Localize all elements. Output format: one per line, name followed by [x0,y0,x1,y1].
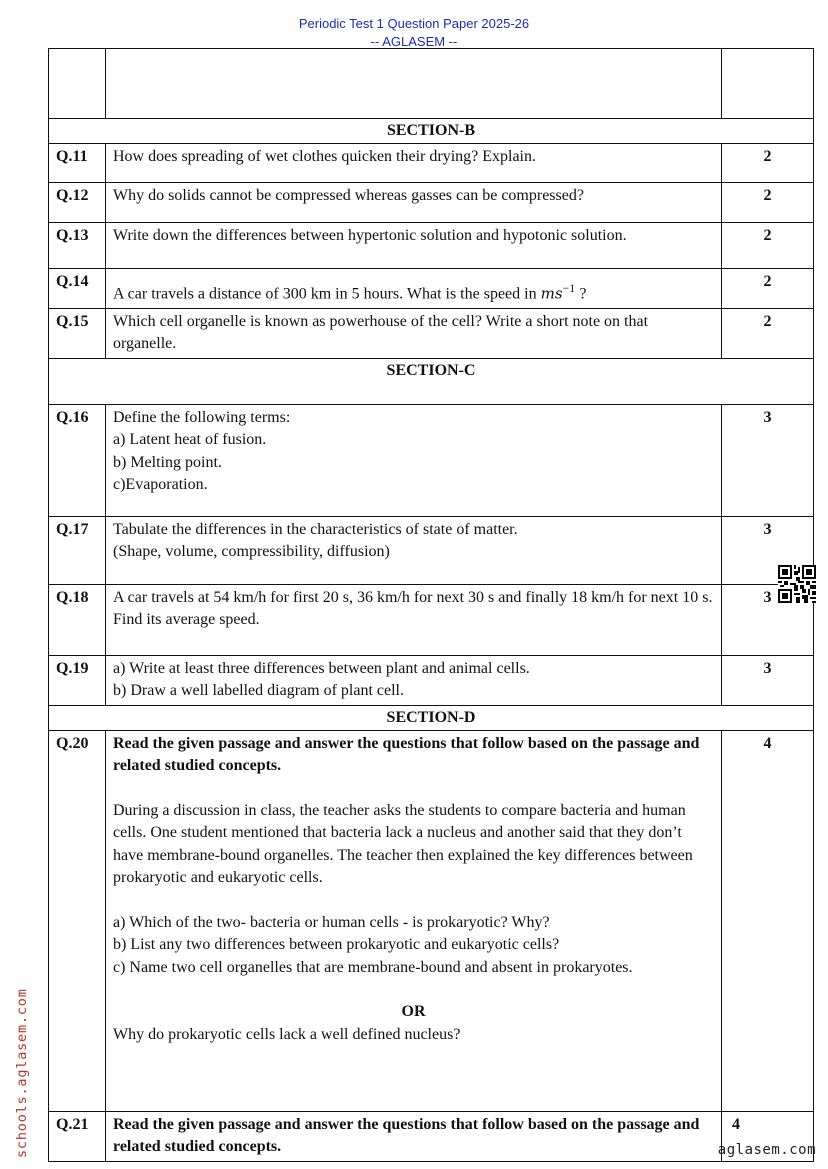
sub-question: c) Name two cell organelles that are membrane-bound and absent in prokaryotes. [113,958,633,976]
question-line: a) Latent heat of fusion. [113,431,267,449]
question-row-q13 [49,223,814,269]
question-line: b) Melting point. [113,453,222,471]
section-c-heading: SECTION-C [49,358,814,404]
question-text [106,730,722,1111]
question-number: Q.16 [49,404,106,516]
question-text [106,516,722,584]
question-row-q15 [49,308,814,358]
marks: 2 [722,308,814,358]
passage-instruction: Read the given passage and answer the questions that follow based on the passage and related studied concepts. [106,1111,722,1161]
section-row [49,358,814,404]
section-row [49,705,814,730]
question-row-q16 [49,404,814,516]
question-line: (Shape, volume, compressibility, diffusion) [113,543,390,561]
question-number: Q.20 [49,730,106,1111]
question-row-q18 [49,584,814,655]
question-text-end: ? [575,285,587,303]
question-text: How does spreading of wet clothes quicken their drying? Explain. [106,144,722,183]
question-text: Write down the differences between hypertonic solution and hypotonic solution. [106,223,722,269]
question-line: c)Evaporation. [113,476,208,494]
question-row-q14 [49,269,814,309]
question-text [106,269,722,309]
question-number: Q.21 [49,1111,106,1161]
unit-exponent: −1 [562,281,576,295]
question-line: b) Draw a well labelled diagram of plant cell. [113,682,404,700]
question-row-q11 [49,144,814,183]
question-row-q19 [49,655,814,705]
marks: 3 [722,584,814,655]
question-text [106,404,722,516]
question-line: Define the following terms: [113,408,291,426]
section-b-heading: SECTION-B [49,119,814,144]
question-number: Q.15 [49,308,106,358]
question-number: Q.13 [49,223,106,269]
marks: 2 [722,269,814,309]
marks: 2 [722,144,814,183]
qr-code-icon [778,565,816,603]
question-row-q17 [49,516,814,584]
paper-source: -- AGLASEM -- [370,34,458,49]
passage-text: During a discussion in class, the teacher asks the students to compare bacteria and human cells. One student mentioned that bacteria lack a nucleus and another said that they don’t have membrane-bound organelles. The teacher then explained the key differences between prokaryotic and eukaryotic cells. [113,801,693,887]
question-number: Q.14 [49,269,106,309]
footer-watermark: aglasem.com [717,1142,816,1158]
section-row [49,119,814,144]
marks: 2 [722,223,814,269]
question-text [106,655,722,705]
question-row-q12 [49,183,814,223]
question-row-q21 [49,1111,814,1161]
alternate-question: Why do prokaryotic cells lack a well defined nucleus? [113,1025,461,1043]
question-number: Q.18 [49,584,106,655]
marks: 3 [722,655,814,705]
section-d-heading: SECTION-D [49,705,814,730]
marks: 4 [722,1111,814,1161]
question-table [48,48,814,1162]
sub-question: a) Which of the two- bacteria or human cells - is prokaryotic? Why? [113,913,550,931]
passage-instruction: Read the given passage and answer the questions that follow based on the passage and related studied concepts. [113,734,700,775]
blank-row [49,49,814,119]
question-number: Q.12 [49,183,106,223]
question-line: a) Write at least three differences between plant and animal cells. [113,659,530,677]
question-text-main: A car travels a distance of 300 km in 5 hours. What is the speed in [113,285,537,303]
marks: 3 [722,404,814,516]
question-line: Tabulate the differences in the characteristics of state of matter. [113,520,518,538]
marks: 3 [722,516,814,584]
question-text: Why do solids cannot be compressed whereas gasses can be compressed? [106,183,722,223]
side-watermark: schools.aglasem.com [14,988,30,1158]
question-number: Q.19 [49,655,106,705]
question-text: A car travels at 54 km/h for first 20 s, 36 km/h for next 30 s and finally 18 km/h for next 10 s. Find its average speed. [106,584,722,655]
question-row-q20 [49,730,814,1111]
marks: 4 [722,730,814,1111]
or-divider: OR [401,1003,426,1021]
question-number: Q.11 [49,144,106,183]
question-number: Q.17 [49,516,106,584]
paper-title: Periodic Test 1 Question Paper 2025-26 [298,16,530,31]
speed-unit: ms [540,284,563,303]
sub-question: b) List any two differences between prokaryotic and eukaryotic cells? [113,936,560,954]
question-text: Which cell organelle is known as powerhouse of the cell? Write a short note on that organelle. [106,308,722,358]
marks: 2 [722,183,814,223]
